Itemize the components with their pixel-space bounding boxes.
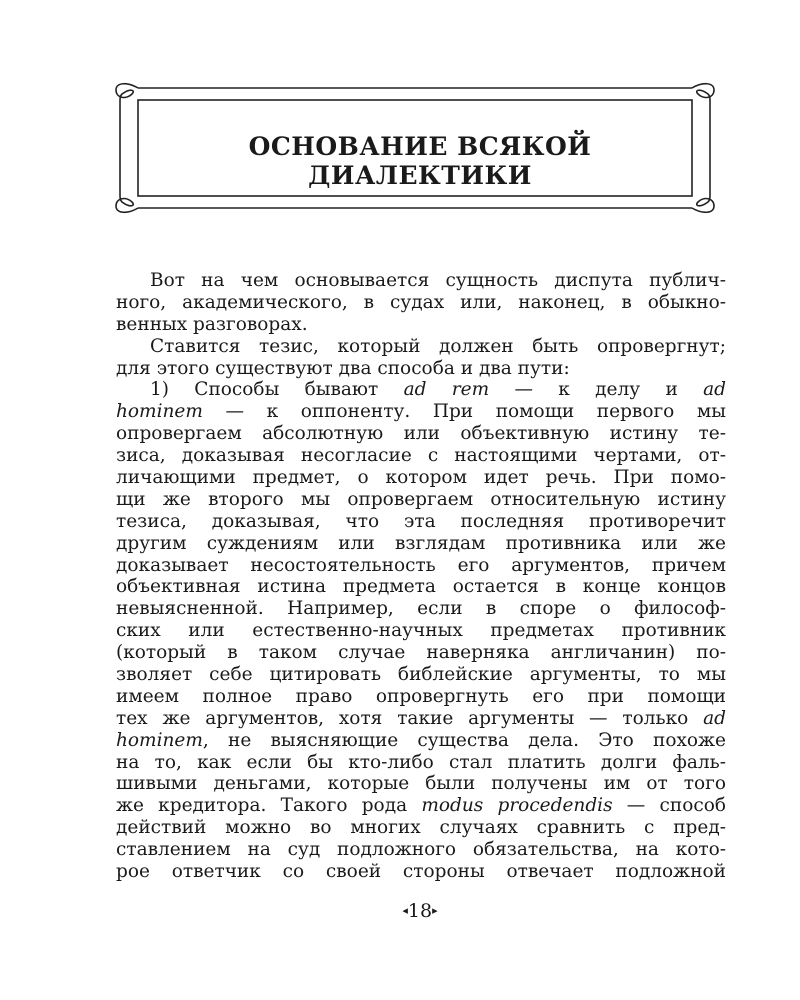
text-line: ских или естественно-научных предметах противник: [116, 620, 726, 642]
text-line: ного, академического, в судах или, наконец, в обыкно-: [116, 291, 726, 313]
text-line: 1) Способы бывают ad rem — к делу и ad: [150, 379, 726, 401]
text-line: венных разговорах.: [116, 313, 308, 335]
text-line: рое ответчик со своей стороны отвечает подложной: [116, 861, 726, 883]
text-line: (который в таком случае наверняка англичанин) по-: [116, 642, 726, 664]
text-line: невыясненной. Например, если в споре о философ-: [116, 598, 726, 620]
text-line: hominem — к оппоненту. При помощи первого мы: [116, 401, 726, 423]
page-number: [360, 900, 480, 922]
text-line: имеем полное право опровергнуть его при помощи: [116, 685, 726, 707]
text-line: опровергаем абсолютную или объективную истину те-: [116, 423, 726, 445]
body-text: [116, 270, 726, 883]
text-line: объективная истина предмета остается в конце концов: [116, 576, 726, 598]
chapter-title: ОСНОВАНИЕ ВСЯКОЙ ДИАЛЕКТИКИ: [248, 132, 592, 190]
text-line: зволяет себе цитировать библейские аргументы, то мы: [116, 664, 726, 686]
text-line: Ставится тезис, который должен быть опровергнут;: [150, 335, 726, 357]
right-ornament-icon: ▸: [432, 904, 438, 917]
text-line: на то, как если бы кто-либо стал платить долги фаль-: [116, 751, 726, 773]
text-line: щи же второго мы опровергаем относительную истину: [116, 488, 726, 510]
text-line: ставлением на суд подложного обязательства, на кото-: [116, 839, 726, 861]
text-line: же кредитора. Такого рода modus procedendis — способ: [116, 795, 726, 817]
text-line: hominem, не выясняющие существа дела. Это похоже: [116, 729, 726, 751]
left-ornament-icon: ◂: [402, 904, 408, 917]
text-line: шивыми деньгами, которые были получены им от того: [116, 773, 726, 795]
text-line: тех же аргументов, хотя такие аргументы — только ad: [116, 707, 726, 729]
text-line: доказывает несостоятельность его аргументов, причем: [116, 554, 726, 576]
text-line: личающими предмет, о котором идет речь. При помо-: [116, 467, 726, 489]
page-number-value: 18: [407, 900, 433, 922]
text-line: другим суждениям или взглядам противника или же: [116, 532, 726, 554]
text-line: действий можно во многих случаях сравнить с пред-: [116, 817, 726, 839]
text-line: тезиса, доказывая, что эта последняя противоречит: [116, 510, 726, 532]
text-line: Вот на чем основывается сущность диспута публич-: [150, 270, 726, 291]
text-line: для этого существуют два способа и два пути:: [116, 357, 570, 379]
text-line: зиса, доказывая несогласие с настоящими чертами, от-: [116, 445, 726, 467]
